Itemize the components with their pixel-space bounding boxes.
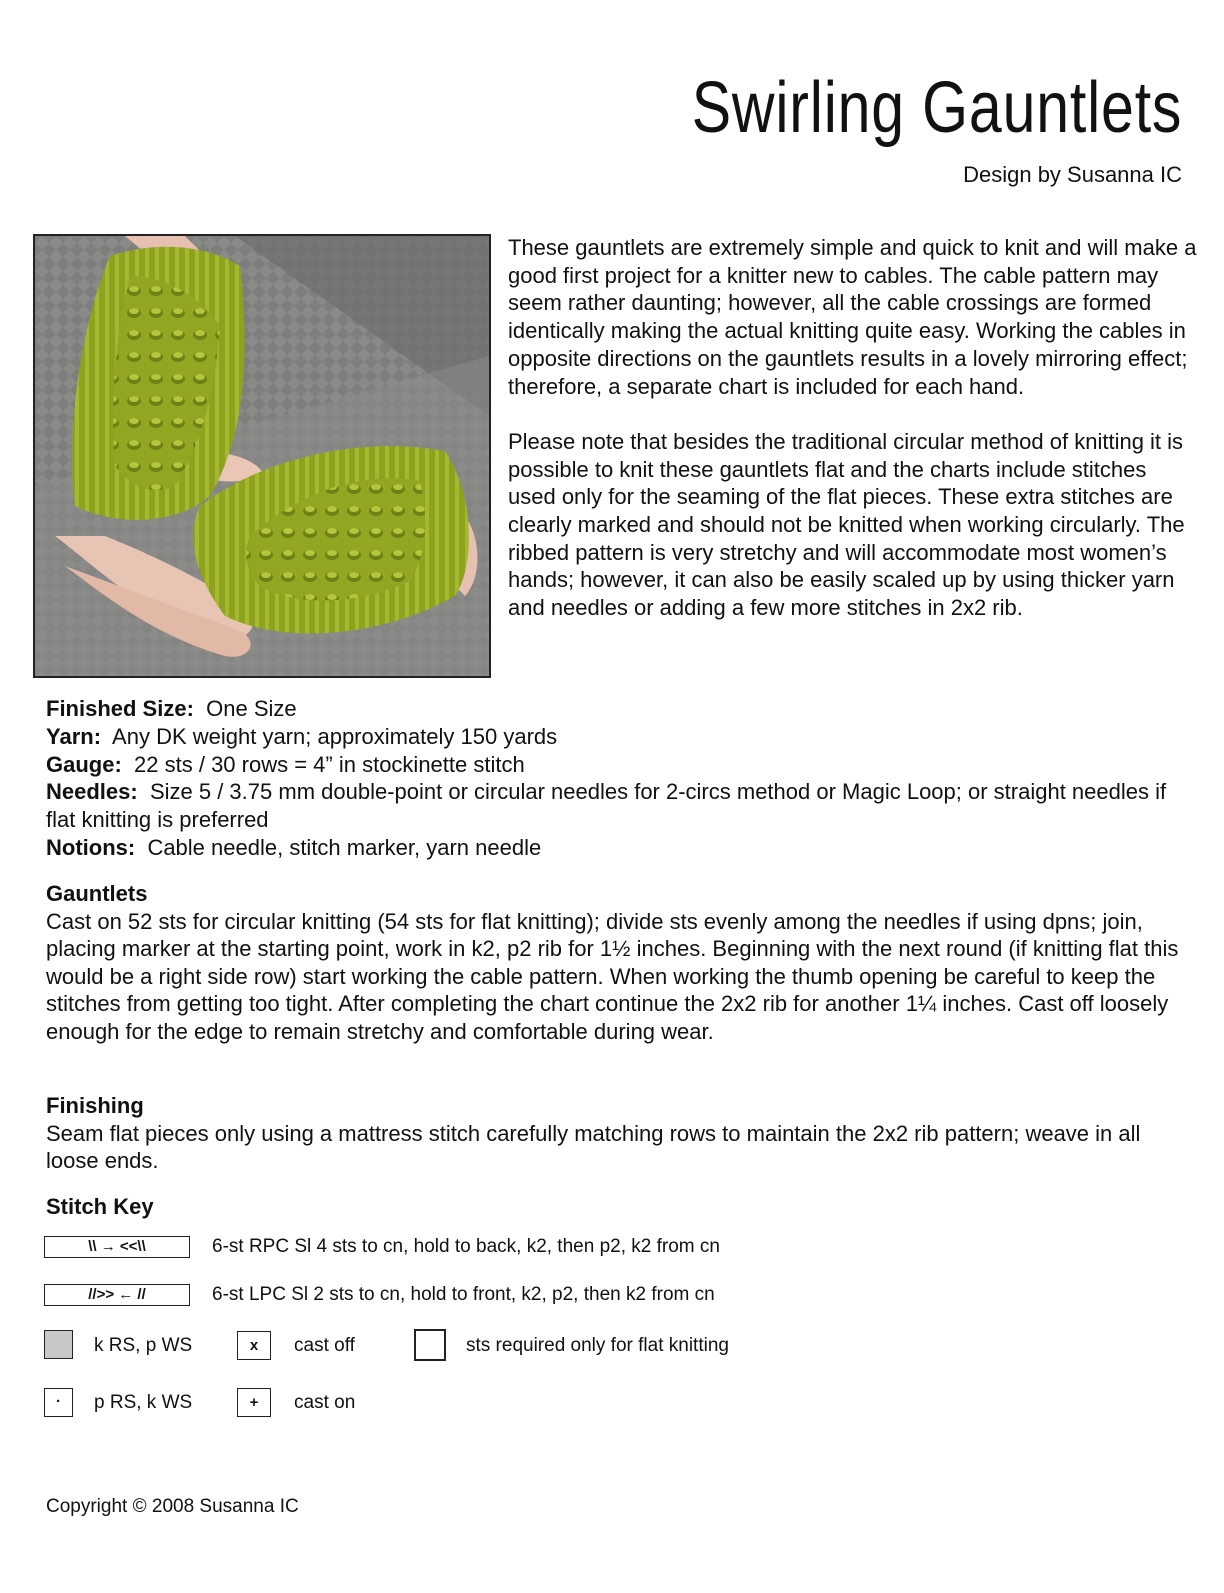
cast-off-description: cast off <box>294 1335 355 1356</box>
spec-value: One Size <box>206 696 297 721</box>
gauntlets-photo <box>33 234 491 678</box>
cast-on-description: cast on <box>294 1392 356 1413</box>
lpc-description: 6-st LPC Sl 2 sts to cn, hold to front, k2, p2, then k2 from cn <box>212 1284 715 1305</box>
lpc-symbol: //>> ← // <box>44 1284 190 1306</box>
spec-gauge <box>46 751 1196 779</box>
cast-off-symbol: x <box>237 1331 271 1360</box>
spec-notions <box>46 834 1196 862</box>
spec-value: Size 5 / 3.75 mm double-point or circular needles for 2-circs method or Magic Loop; or straight needles if flat knitting is preferred <box>46 779 1167 833</box>
spec-value: Any DK weight yarn; approximately 150 yards <box>112 723 558 749</box>
spec-yarn <box>46 723 1196 751</box>
knit-stitch-symbol <box>44 1330 73 1359</box>
flat-knitting-description: sts required only for flat knitting <box>466 1335 729 1356</box>
stitch-key-heading: Stitch Key <box>46 1194 154 1219</box>
section-body: Seam flat pieces only using a mattress stitch carefully matching rows to maintain the 2x2 rib pattern; weave in all loose ends. <box>46 1120 1141 1174</box>
pattern-title: Swirling Gauntlets <box>691 68 1182 148</box>
spec-needles <box>46 778 1196 834</box>
rpc-description: 6-st RPC Sl 4 sts to cn, hold to back, k2, then p2, k2 from cn <box>212 1236 720 1257</box>
spec-value: Cable needle, stitch marker, yarn needle <box>147 834 542 860</box>
spec-label: Finished Size: <box>46 696 194 721</box>
spec-label: Yarn: <box>46 723 102 749</box>
purl-stitch-description: p RS, k WS <box>94 1392 193 1413</box>
finishing-section <box>46 1092 1196 1175</box>
spec-label: Gauge: <box>46 751 122 777</box>
copyright: Copyright © 2008 Susanna IC <box>46 1496 299 1517</box>
knit-stitch-description: k RS, p WS <box>94 1335 193 1356</box>
intro-paragraph: These gauntlets are extremely simple and quick to knit and will make a good first project for a knitter new to cables. The cable pattern may seem rather daunting; however, all the cable crossings are formed identically making the actual knitting quite easy. Working the cables in opposite directions on the gauntlets results in a lovely mirroring effect; therefore, a separate chart is included for each hand. <box>508 235 1197 399</box>
cast-on-symbol: + <box>237 1388 271 1417</box>
intro-paragraph: Please note that besides the traditional circular method of knitting it is possible to knit these gauntlets flat and the charts include stitches used only for the seaming of the flat pieces. These extra stitches are clearly marked and should not be knitted when working circularly. The ribbed pattern is very stretchy and will accommodate most women’s hands; however, it can also be easily scaled up by using thicker yarn and needles or adding a few more stitches in 2x2 rib. <box>508 428 1185 621</box>
flat-knitting-symbol <box>414 1329 446 1361</box>
designer-byline: Design by Susanna IC <box>963 162 1182 187</box>
spec-label: Notions: <box>46 834 136 860</box>
section-body: Cast on 52 sts for circular knitting (54 sts for flat knitting); divide sts evenly among the needles if using dpns; join, placing marker at the starting point, work in k2, p2 rib for 1½ inches. Beginning with the next round (if knitting flat this would be a right side row) start working the cable pattern. When working the thumb opening be careful to keep the stitches from getting too tight. After completing the chart continue the 2x2 rib for another 1¼ inches. Cast off loosely enough for the edge to remain stretchy and comfortable during wear. <box>46 908 1179 1044</box>
pattern-specs <box>46 695 1196 862</box>
rpc-symbol: \\ → <<\\ <box>44 1236 190 1258</box>
intro-text <box>508 234 1198 650</box>
spec-label: Needles: <box>46 779 138 805</box>
section-heading: Finishing <box>46 1093 144 1118</box>
section-heading: Gauntlets <box>46 881 148 906</box>
purl-stitch-symbol: · <box>44 1388 73 1417</box>
gauntlets-section <box>46 880 1196 1046</box>
spec-value: 22 sts / 30 rows = 4” in stockinette stitch <box>134 751 525 777</box>
spec-size <box>46 695 1196 723</box>
